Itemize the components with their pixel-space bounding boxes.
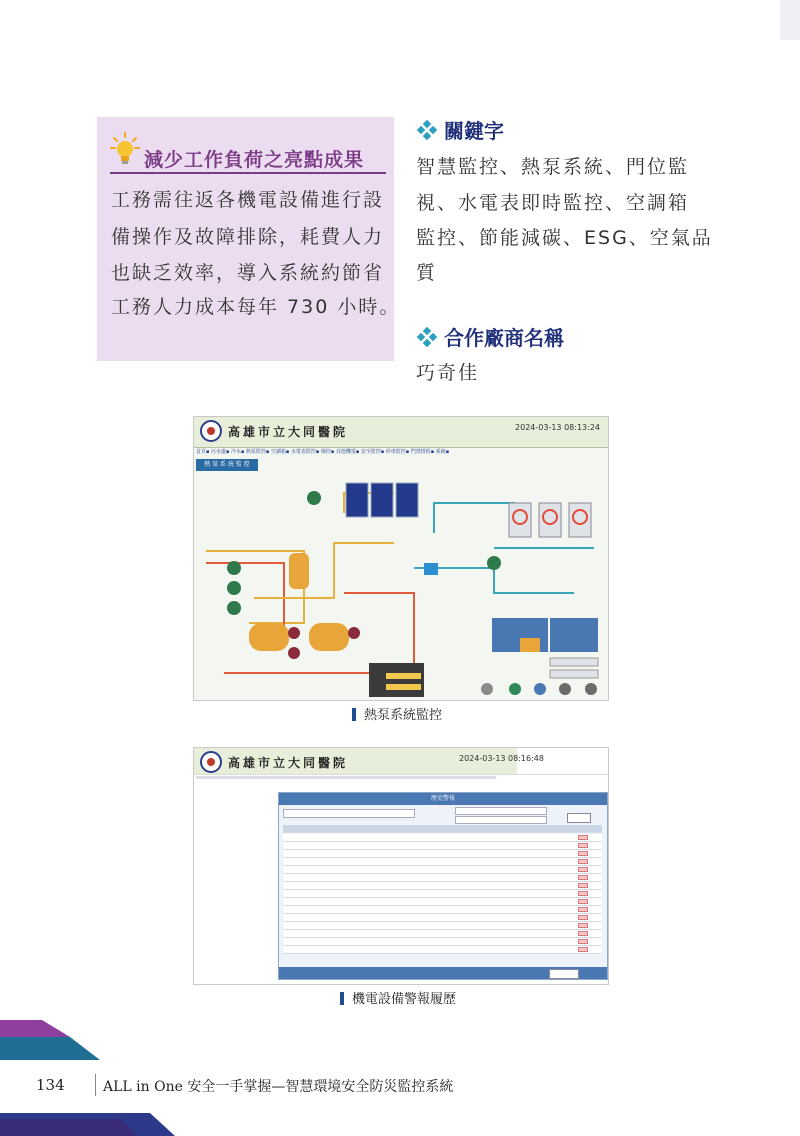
query-button[interactable]	[567, 813, 591, 823]
table-row	[283, 930, 602, 938]
screenshot2-caption-text: 機電設備警報履歷	[352, 992, 457, 1007]
screenshot-header	[194, 417, 608, 448]
alarm-history-panel	[278, 792, 608, 980]
table-row	[283, 834, 602, 842]
table-row	[283, 922, 602, 930]
table-header-row	[283, 825, 602, 833]
screenshot1-caption	[352, 704, 442, 723]
highlight-text-line: 工務需往返各機電設備進行設	[111, 189, 385, 211]
highlight-text-line: 備操作及故障排除，耗費人力	[111, 226, 385, 248]
highlight-text-line: 也缺乏效率，導入系統約節省	[111, 262, 385, 284]
hospital-name: 高雄市立大同醫院	[228, 756, 349, 770]
start-date-field[interactable]	[455, 807, 547, 815]
table-row	[283, 906, 602, 914]
footer-separator	[95, 1074, 96, 1096]
table-row	[283, 914, 602, 922]
partner-name: 巧奇佳	[416, 362, 480, 384]
highlight-title: 減少工作負荷之亮點成果	[144, 149, 365, 171]
table-row	[283, 850, 602, 858]
table-row	[283, 874, 602, 882]
heat-pump-monitor-screenshot	[193, 416, 609, 701]
screenshot-menu: 首頁▪ 污水處▪ 冷水▪ 熱泵監控▪ 空調箱▪ 水電表監控▪ 梯控▪ 其他機電▪ 安全監控▪ 停車監控▪ 門禁排程▪ 系統▪	[196, 449, 450, 455]
screenshot1-caption-text: 熱泵系統監控	[364, 708, 443, 723]
keywords-line: 智慧監控、熱泵系統、門位監	[416, 156, 690, 178]
hospital-name: 高雄市立大同醫院	[228, 425, 349, 439]
keywords-heading	[418, 115, 504, 144]
screenshot-timestamp: 2024-03-13 08:16:48	[459, 754, 544, 763]
screenshot2-caption	[340, 988, 456, 1007]
highlight-title-underline	[110, 172, 386, 174]
keywords-line: 視、水電表即時監控、空調箱	[416, 192, 690, 214]
end-date-field[interactable]	[455, 816, 547, 824]
screenshot-menu	[196, 776, 496, 779]
table-row	[283, 866, 602, 874]
diamond-bullet-icon	[418, 121, 436, 139]
alarm-history-screenshot	[193, 747, 609, 985]
top-right-decoration	[780, 0, 800, 40]
keywords-line: 監控、節能減碳、ESG、空氣品	[416, 227, 713, 249]
screenshot-tab: 熱 泵 系 統 監 控	[196, 459, 258, 471]
keywords-line: 質	[416, 262, 438, 284]
lightbulb-icon	[110, 132, 140, 168]
diamond-bullet-icon	[418, 328, 436, 346]
table-row	[283, 882, 602, 890]
partner-heading	[418, 322, 564, 351]
export-button[interactable]	[549, 969, 579, 979]
keywords-heading-text: 關鍵字	[444, 119, 504, 143]
table-row	[283, 946, 602, 954]
device-select[interactable]	[283, 809, 415, 818]
screenshot-header	[194, 748, 608, 775]
caption-bar-icon	[352, 708, 356, 721]
table-row	[283, 890, 602, 898]
alarm-history-panel-title: 歷史警報	[279, 793, 607, 805]
highlight-text-line: 工務人力成本每年 730 小時。	[111, 296, 401, 318]
table-row	[283, 898, 602, 906]
hospital-logo-icon	[200, 420, 222, 442]
page-number: 134	[36, 1076, 65, 1094]
screenshot-timestamp: 2024-03-13 08:13:24	[515, 423, 600, 432]
partner-heading-text: 合作廠商名稱	[444, 326, 564, 350]
table-row	[283, 842, 602, 850]
heat-pump-diagram	[194, 473, 608, 700]
caption-bar-icon	[340, 992, 344, 1005]
hospital-logo-icon	[200, 751, 222, 773]
table-row	[283, 858, 602, 866]
footer-book-title: ALL in One 安全一手掌握—智慧環境安全防災監控系統	[103, 1079, 454, 1095]
table-row	[283, 938, 602, 946]
